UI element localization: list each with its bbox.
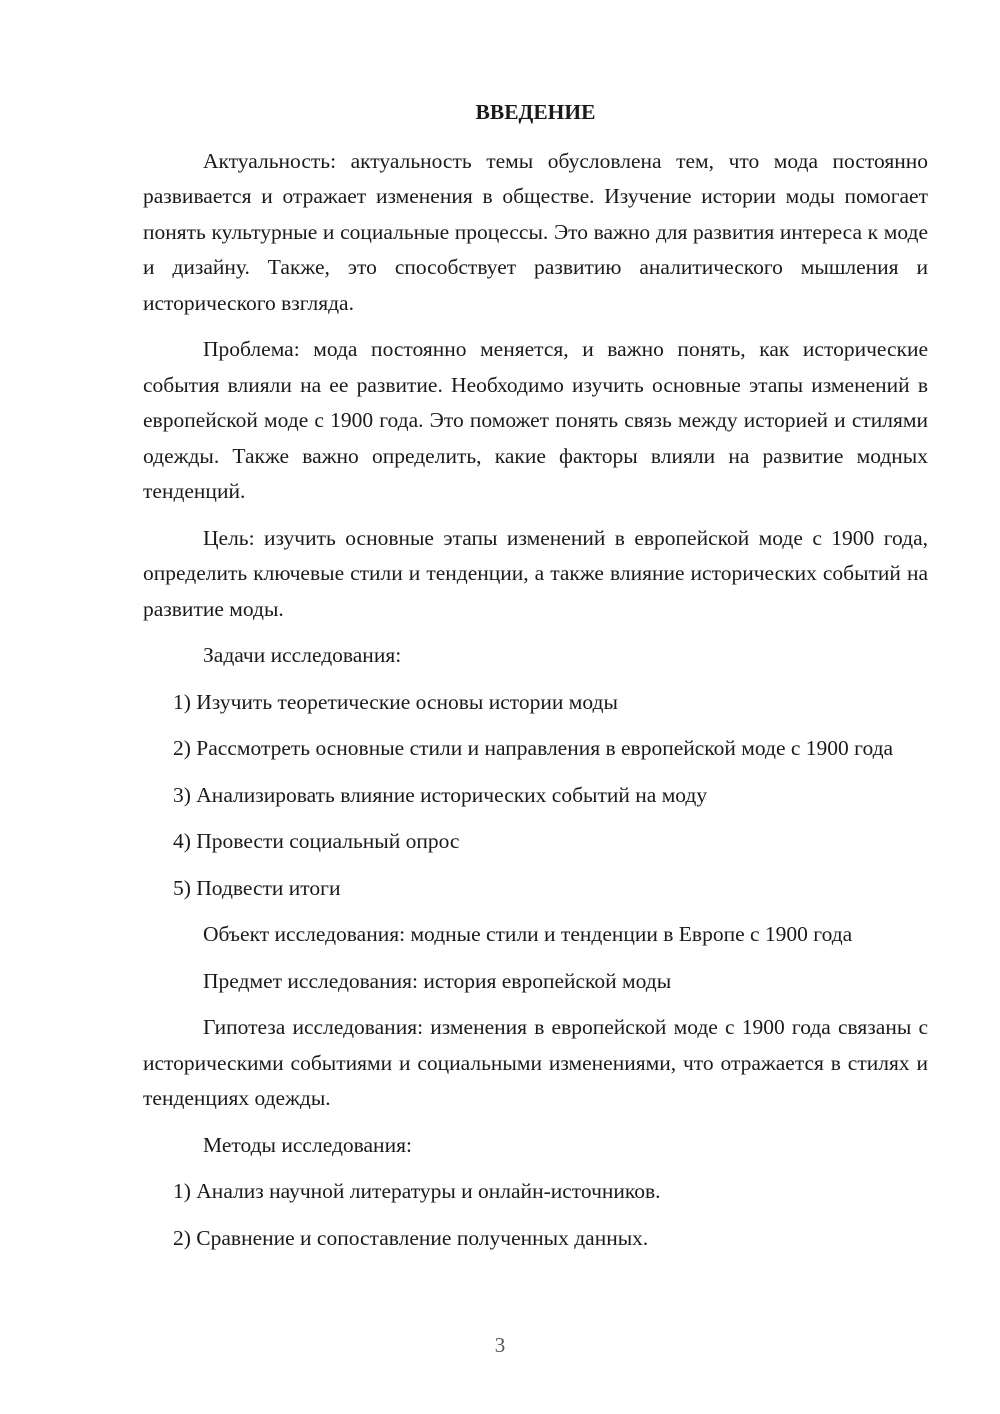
method-item-1: 1) Анализ научной литературы и онлайн-источников. — [173, 1179, 661, 1203]
problem-paragraph: Проблема: мода постоянно меняется, и важно понять, как исторические события влияли на ее развитие. Необходимо изучить основные этапы изменений в европейской моде с 1900 года. Это поможет понять связь между историей и стилями одежды. Также важно определить, какие факторы влияли на развитие модных тенденций. — [143, 337, 928, 503]
relevance-paragraph: Актуальность: актуальность темы обусловлена тем, что мода постоянно развивается и отражает изменения в обществе. Изучение истории моды помогает понять культурные и социальные процессы. Это важно для развития интереса к моде и дизайну. Также, это способствует развитию аналитического мышления и исторического взгляда. — [143, 148, 928, 315]
method-item-2: 2) Сравнение и сопоставление полученных данных. — [173, 1225, 649, 1250]
task-item-2: 2) Рассмотреть основные стили и направления в европейской моде с 1900 года — [173, 736, 894, 760]
object-paragraph: Объект исследования: модные стили и тенденции в Европе с 1900 года — [203, 922, 853, 946]
goal-paragraph: Цель: изучить основные этапы изменений в европейской моде с 1900 года, определить ключевые стили и тенденции, а также влияние исторических событий на развитие моды. — [143, 525, 928, 621]
document-page — [143, 95, 928, 1267]
tasks-heading: Задачи исследования: — [203, 643, 402, 667]
hypothesis-paragraph: Гипотеза исследования: изменения в европейской моде с 1900 года связаны с историческими событиями и социальными изменениями, что отражается в стилях и тенденциях одежды. — [143, 1015, 928, 1110]
page-number: 3 — [494, 1333, 506, 1357]
task-item-4: 4) Провести социальный опрос — [173, 829, 460, 853]
task-item-5: 5) Подвести итоги — [173, 875, 341, 900]
subject-paragraph: Предмет исследования: история европейской моды — [203, 968, 672, 993]
task-item-3: 3) Анализировать влияние исторических событий на моду — [173, 782, 708, 807]
section-title: ВВЕДЕНИЕ — [475, 100, 596, 124]
task-item-1: 1) Изучить теоретические основы истории моды — [173, 689, 618, 714]
methods-heading: Методы исследования: — [203, 1132, 412, 1157]
